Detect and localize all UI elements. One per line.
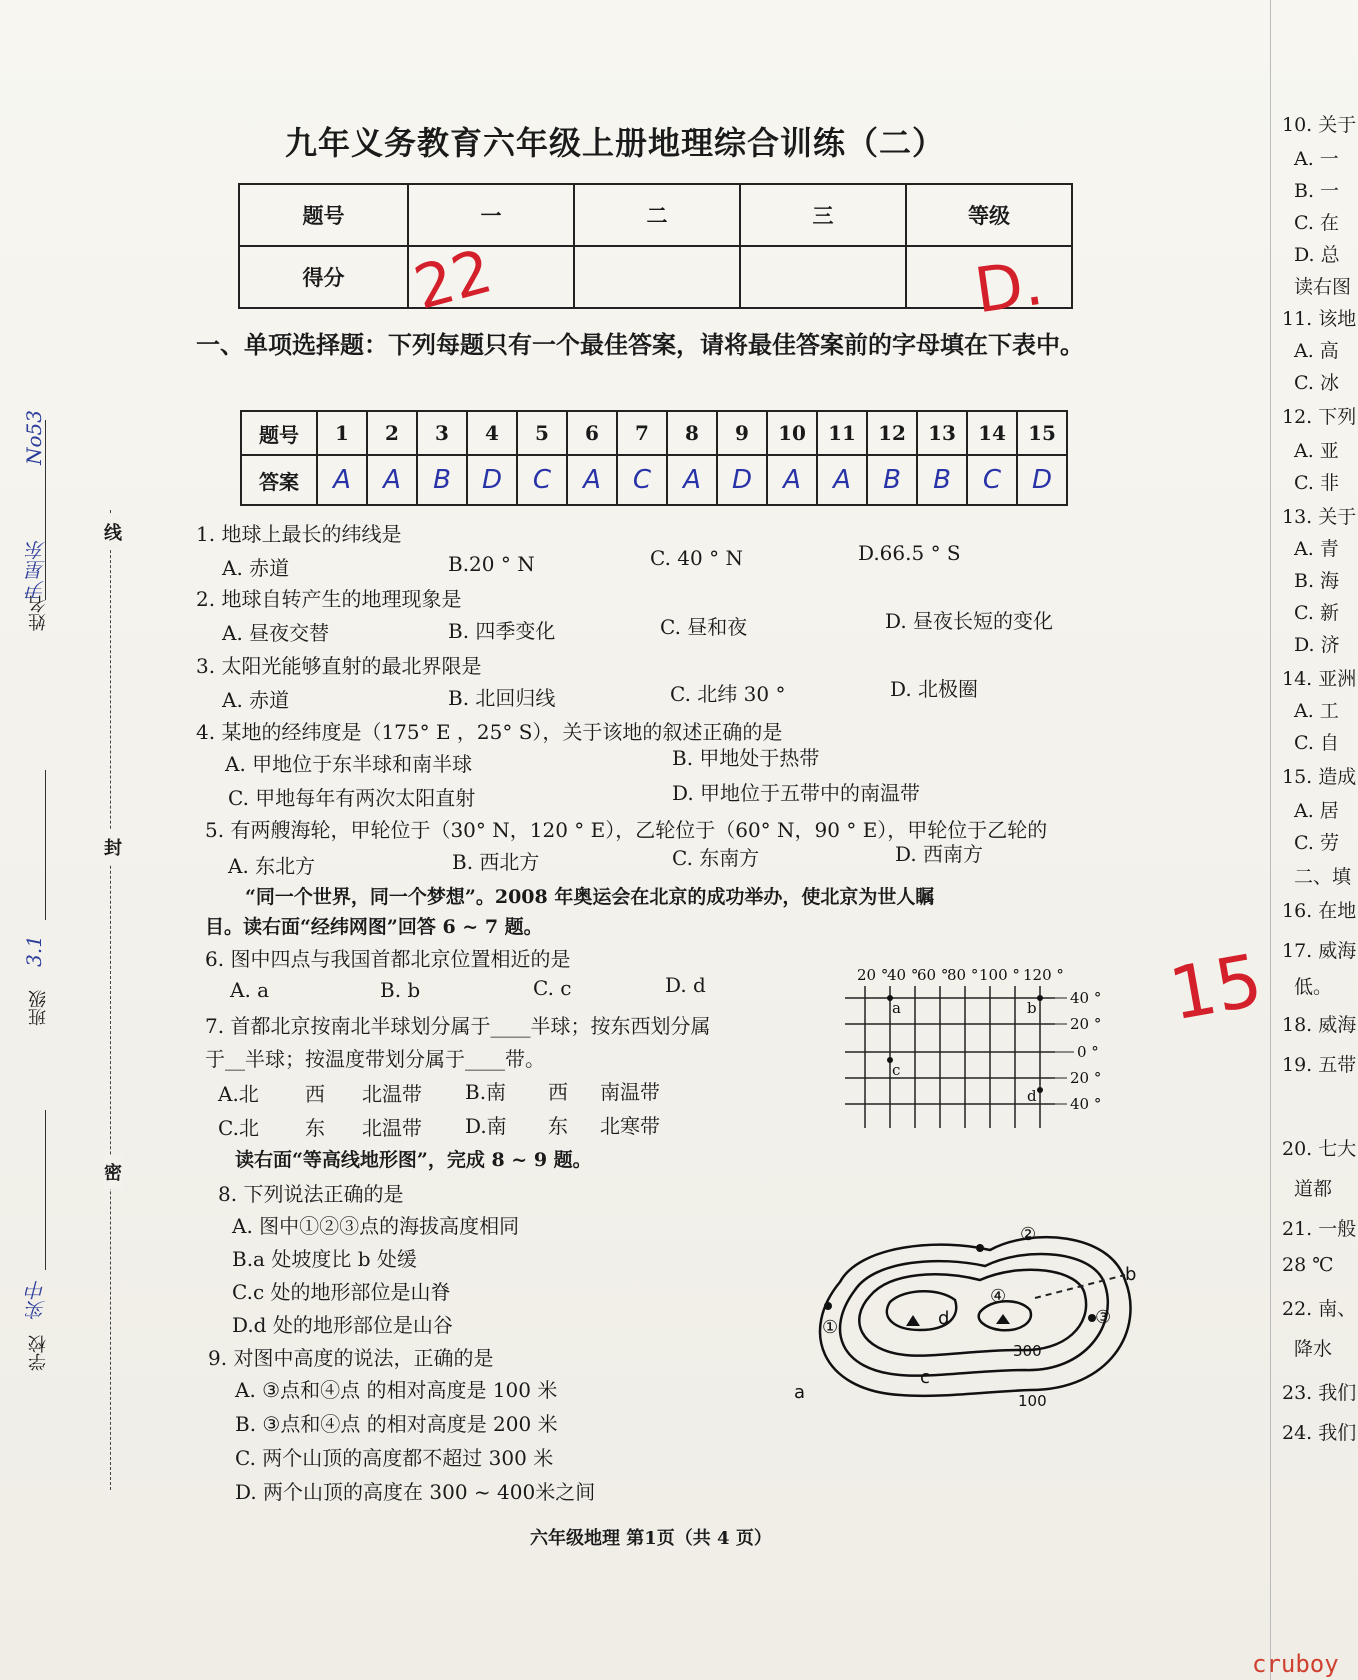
contour-elevation-100: 100: [1018, 1392, 1047, 1410]
q2-option-d: D. 昼夜长短的变化: [885, 609, 1054, 633]
q3-option-a: A. 赤道: [222, 688, 290, 712]
q4-option-b: B. 甲地处于热带: [672, 746, 820, 770]
binding-line: [45, 770, 46, 920]
answer-number-cell: 12: [867, 411, 917, 455]
score-header-cell: 题号: [239, 184, 408, 246]
question-7-line2: 于__半球；按温度带划分属于____带。: [205, 1047, 545, 1071]
answer-cell[interactable]: A: [767, 455, 817, 505]
contour-label-a: a: [794, 1382, 806, 1403]
student-number: No53: [22, 410, 46, 465]
answer-number-cell: 13: [917, 411, 967, 455]
grid-point-d: d: [1027, 1087, 1037, 1105]
score-header-cell: 一: [408, 184, 574, 246]
q7-option-a-3: 北温带: [362, 1082, 422, 1106]
seal-xian: 线: [104, 515, 122, 549]
q7-option-b-2: 西: [548, 1080, 568, 1104]
next-page-line: 13. 关于: [1282, 506, 1357, 528]
q5-option-d: D. 西南方: [895, 842, 984, 866]
answer-cell[interactable]: C: [517, 455, 567, 505]
next-page-line: 20. 七大: [1282, 1138, 1357, 1160]
q2-option-a: A. 昼夜交替: [222, 621, 330, 645]
q7-option-a-2: 西: [305, 1082, 325, 1106]
q9-option-c: C. 两个山顶的高度都不超过 300 米: [235, 1446, 554, 1470]
score-header-cell: 二: [574, 184, 740, 246]
class-value: 3.1: [22, 935, 46, 967]
answer-cell[interactable]: D: [1017, 455, 1067, 505]
next-page-line: 14. 亚洲: [1282, 668, 1357, 690]
next-page-line: A. 高: [1294, 340, 1339, 362]
next-page-line: 24. 我们: [1282, 1422, 1357, 1444]
contour-label-d: d: [938, 1308, 950, 1329]
next-page-line: A. 工: [1294, 700, 1339, 722]
question-6-stem: 6. 图中四点与我国首都北京位置相近的是: [205, 947, 571, 971]
next-page-line: 道都: [1294, 1178, 1333, 1200]
q7-option-d-3: 北寒带: [600, 1114, 660, 1138]
answer-number-cell: 14: [967, 411, 1017, 455]
grid-top-label: 20 °: [857, 966, 889, 984]
school-label: 学校: [28, 1335, 49, 1371]
q6-option-d: D. d: [665, 973, 706, 997]
answer-cell[interactable]: B: [417, 455, 467, 505]
school-value: 实中: [25, 1280, 49, 1320]
next-page-line: 19. 五带: [1282, 1054, 1357, 1076]
seal-feng: 封: [104, 830, 122, 864]
next-page-line: C. 非: [1294, 472, 1339, 494]
contour-point-2: ②: [1020, 1224, 1037, 1245]
q1-option-a: A. 赤道: [222, 556, 290, 580]
q6-option-b: B. b: [380, 978, 421, 1002]
question-3-stem: 3. 太阳光能够直射的最北界限是: [196, 654, 482, 678]
answer-number-cell: 4: [467, 411, 517, 455]
passage-1-line2: 目。读右面“经纬网图”回答 6 ~ 7 题。: [205, 916, 543, 938]
question-4-stem: 4. 某地的经纬度是（175° E ，25° S），关于该地的叙述正确的是: [196, 720, 783, 744]
answer-cell[interactable]: A: [367, 455, 417, 505]
next-page-line: C. 冰: [1294, 372, 1339, 394]
question-8-stem: 8. 下列说法正确的是: [218, 1182, 404, 1206]
grid-point-b: b: [1027, 999, 1037, 1017]
score-row-label: 得分: [239, 246, 408, 308]
next-page-line: B. 海: [1294, 570, 1340, 592]
next-page-line: A. 居: [1294, 800, 1339, 822]
watermark: cruboy: [1252, 1650, 1339, 1678]
question-5-stem: 5. 有两艘海轮，甲轮位于（30° N，120 ° E），乙轮位于（60° N，90 ° E），甲轮位于乙轮的: [205, 818, 1048, 842]
score-cell: [740, 246, 906, 308]
answer-cell[interactable]: C: [967, 455, 1017, 505]
answer-number-cell: 7: [617, 411, 667, 455]
grid-top-label: 80 °: [947, 966, 979, 984]
grid-top-label: 40 °: [887, 966, 919, 984]
q1-option-c: C. 40 ° N: [650, 546, 743, 570]
q7-option-c-3: 北温带: [362, 1116, 422, 1140]
score-header-cell: 等级: [906, 184, 1072, 246]
question-1-stem: 1. 地球上最长的纬线是: [196, 522, 402, 546]
next-page-line: D. 济: [1294, 634, 1340, 656]
contour-point-3: ③: [1095, 1307, 1112, 1328]
seal-mi: 密: [104, 1155, 122, 1189]
answer-cell[interactable]: B: [867, 455, 917, 505]
q7-option-d-1: D.南: [465, 1114, 507, 1138]
next-page-column: [1282, 110, 1358, 1510]
contour-point-1: ①: [822, 1317, 839, 1338]
answer-number-cell: 8: [667, 411, 717, 455]
q7-option-d-2: 东: [548, 1114, 568, 1138]
answer-number-cell: 5: [517, 411, 567, 455]
q8-option-a: A. 图中①②③点的海拔高度相同: [232, 1214, 520, 1238]
q3-option-d: D. 北极圈: [890, 677, 979, 701]
grid-right-label: 40 °: [1070, 989, 1102, 1007]
q1-option-d: D.66.5 ° S: [858, 541, 961, 565]
handwritten-total: 15: [1163, 937, 1269, 1037]
page-footer: 六年级地理 第1页（共 4 页）: [530, 1528, 772, 1549]
grid-top-label: 120 °: [1023, 966, 1064, 984]
answer-cell[interactable]: A: [817, 455, 867, 505]
q7-option-a-1: A.北: [218, 1082, 259, 1106]
grid-right-label: 20 °: [1070, 1015, 1102, 1033]
answer-number-cell: 3: [417, 411, 467, 455]
q8-option-b: B.a 处坡度比 b 处缓: [232, 1247, 417, 1271]
q9-option-b: B. ③点和④点 的相对高度是 200 米: [235, 1412, 558, 1436]
page-fold-line: [1270, 0, 1271, 1680]
name-label: 姓名: [28, 595, 49, 631]
answer-cell[interactable]: C: [617, 455, 667, 505]
answer-number-cell: 1: [317, 411, 367, 455]
score-cell: [574, 246, 740, 308]
next-page-line: 17. 威海: [1282, 940, 1357, 962]
q4-option-c: C. 甲地每年有两次太阳直射: [228, 786, 476, 810]
q7-option-c-2: 东: [305, 1116, 325, 1140]
next-page-line: 10. 关于: [1282, 114, 1357, 136]
q8-option-c: C.c 处的地形部位是山脊: [232, 1280, 451, 1304]
next-page-line: 22. 南、: [1282, 1298, 1357, 1320]
next-page-line: B. 一: [1294, 180, 1340, 202]
question-2-stem: 2. 地球自转产生的地理现象是: [196, 587, 462, 611]
next-page-line: 二、填: [1294, 866, 1352, 888]
next-page-line: 低。: [1294, 976, 1333, 998]
q2-option-b: B. 四季变化: [448, 619, 556, 643]
q3-option-c: C. 北纬 30 °: [670, 682, 786, 706]
q5-option-c: C. 东南方: [672, 846, 760, 870]
page-title: 九年义务教育六年级上册地理综合训练（二）: [285, 124, 946, 162]
binding-line: [45, 1110, 46, 1270]
q8-option-d: D.d 处的地形部位是山谷: [232, 1313, 453, 1337]
q6-option-a: A. a: [230, 978, 270, 1002]
grid-right-label: 40 °: [1070, 1095, 1102, 1113]
contour-label-b: b: [1125, 1264, 1137, 1285]
answer-number-cell: 2: [367, 411, 417, 455]
answer-row-label: 题号: [241, 411, 317, 455]
score-header-cell: 三: [740, 184, 906, 246]
answer-number-cell: 10: [767, 411, 817, 455]
passage-2: 读右面“等高线地形图”，完成 8 ~ 9 题。: [235, 1149, 592, 1171]
next-page-line: 11. 该地: [1282, 308, 1357, 330]
grid-right-label: 0 °: [1077, 1043, 1099, 1061]
question-9-stem: 9. 对图中高度的说法，正确的是: [208, 1346, 494, 1370]
next-page-line: 降水: [1294, 1338, 1333, 1360]
answer-cell[interactable]: D: [717, 455, 767, 505]
handwritten-grade: D.: [970, 245, 1048, 328]
grid-point-c: c: [892, 1061, 901, 1079]
q5-option-b: B. 西北方: [452, 850, 540, 874]
next-page-line: C. 劳: [1294, 832, 1339, 854]
next-page-line: A. 一: [1294, 148, 1339, 170]
next-page-line: D. 总: [1294, 244, 1340, 266]
answer-cell[interactable]: B: [917, 455, 967, 505]
next-page-line: 21. 一般: [1282, 1218, 1357, 1240]
q7-option-c-1: C.北: [218, 1116, 259, 1140]
contour-map: [780, 1220, 1160, 1420]
answer-cell[interactable]: A: [667, 455, 717, 505]
next-page-line: 28 ℃: [1282, 1254, 1334, 1276]
next-page-line: 12. 下列: [1282, 406, 1357, 428]
name-value: 尹星东: [25, 540, 49, 600]
next-page-line: C. 在: [1294, 212, 1339, 234]
next-page-line: A. 青: [1294, 538, 1339, 560]
q1-option-b: B.20 ° N: [448, 552, 535, 576]
answer-cell[interactable]: A: [567, 455, 617, 505]
next-page-line: C. 自: [1294, 732, 1339, 754]
q9-option-d: D. 两个山顶的高度在 300 ~ 400米之间: [235, 1480, 596, 1504]
next-page-line: 15. 造成: [1282, 766, 1357, 788]
next-page-line: 18. 威海: [1282, 1014, 1357, 1036]
seal-dashed-line: [110, 510, 111, 1490]
grid-point-a: a: [892, 999, 901, 1017]
q7-option-b-3: 南温带: [600, 1080, 660, 1104]
q6-option-c: C. c: [533, 976, 572, 1000]
answer-cell[interactable]: D: [467, 455, 517, 505]
answer-row-label: 答案: [241, 455, 317, 505]
section1-title: 一、单项选择题：下列每题只有一个最佳答案，请将最佳答案前的字母填在下表中。: [196, 330, 1084, 359]
next-page-line: C. 新: [1294, 602, 1339, 624]
q9-option-a: A. ③点和④点 的相对高度是 100 米: [235, 1378, 558, 1402]
contour-point-4: ④: [990, 1286, 1007, 1307]
next-page-line: 读右图: [1294, 276, 1352, 298]
grid-top-label: 100 °: [979, 966, 1020, 984]
answer-number-cell: 6: [567, 411, 617, 455]
answer-cell[interactable]: A: [317, 455, 367, 505]
next-page-line: 23. 我们: [1282, 1382, 1357, 1404]
lat-long-grid-map: [845, 958, 1130, 1133]
next-page-line: 16. 在地: [1282, 900, 1357, 922]
q4-option-d: D. 甲地位于五带中的南温带: [672, 781, 921, 805]
answer-number-cell: 11: [817, 411, 867, 455]
contour-label-c: c: [920, 1367, 930, 1388]
grid-top-label: 60 °: [917, 966, 949, 984]
class-label: 班级: [28, 990, 49, 1026]
next-page-line: A. 亚: [1294, 440, 1339, 462]
q4-option-a: A. 甲地位于东半球和南半球: [225, 752, 473, 776]
q7-option-b-1: B.南: [465, 1080, 507, 1104]
contour-elevation-300: 300: [1013, 1342, 1042, 1360]
passage-1-line1: “同一个世界，同一个梦想”。2008 年奥运会在北京的成功举办，使北京为世人瞩: [245, 886, 935, 908]
q2-option-c: C. 昼和夜: [660, 615, 748, 639]
grid-right-label: 20 °: [1070, 1069, 1102, 1087]
answer-number-cell: 15: [1017, 411, 1067, 455]
handwritten-score: 22: [407, 236, 500, 324]
answer-table: [240, 410, 1068, 506]
q5-option-a: A. 东北方: [228, 854, 316, 878]
answer-number-cell: 9: [717, 411, 767, 455]
q3-option-b: B. 北回归线: [448, 686, 556, 710]
score-table: [238, 183, 1073, 309]
question-7-line1: 7. 首都北京按南北半球划分属于____半球；按东西划分属: [205, 1014, 711, 1038]
